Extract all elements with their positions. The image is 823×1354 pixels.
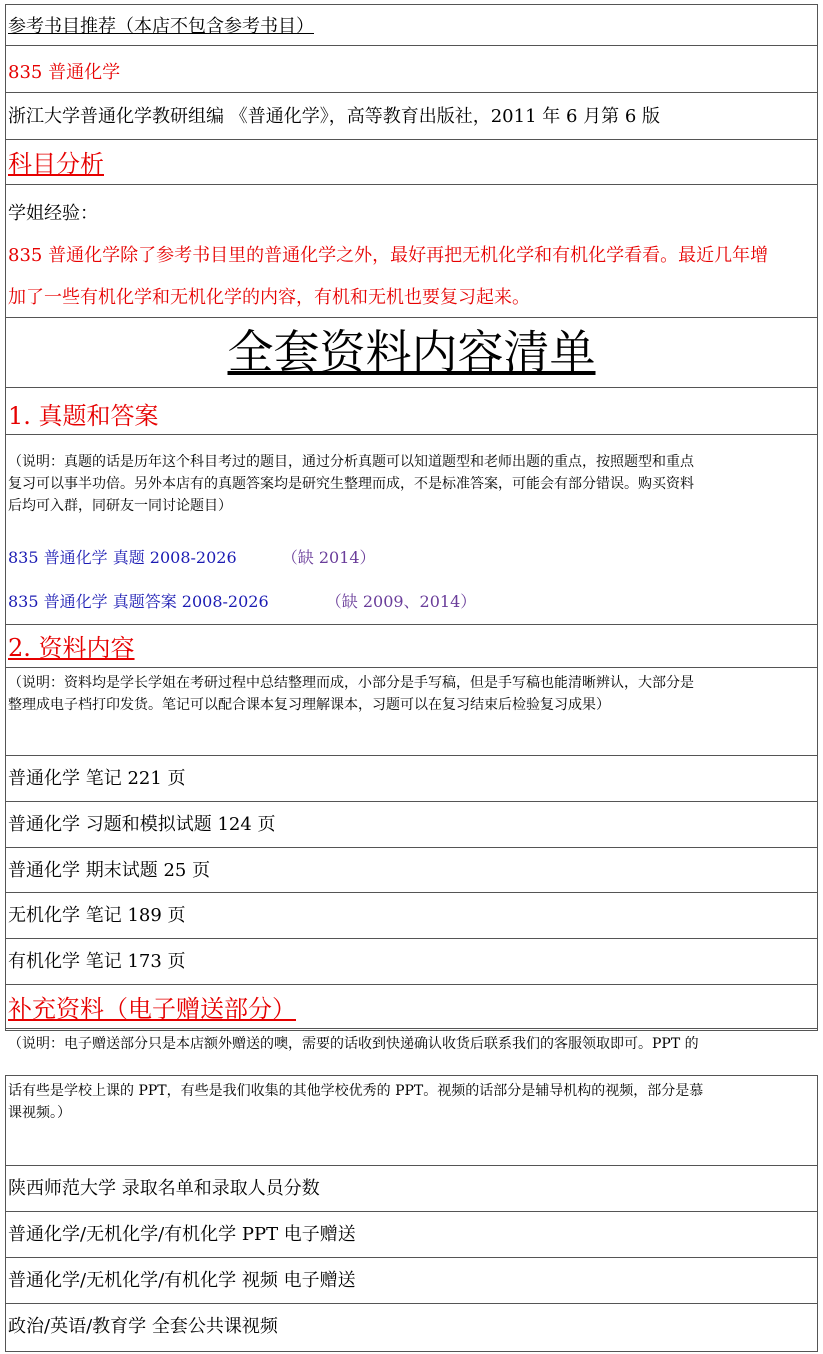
ref-book: 浙江大学普通化学教研组编 《普通化学》，高等教育出版社，2011 年 6 月第 6 版 (8, 106, 661, 127)
row-exam-papers (6, 435, 817, 625)
row-sec3-title (6, 985, 817, 1029)
bonus-item-4: 政治/英语/教育学 全套公共课视频 (8, 1316, 278, 1337)
exam-item-2-text: 835 普通化学 真题答案 2008-2026 (8, 592, 269, 611)
material-item-2: 普通化学 习题和模拟试题 124 页 (8, 814, 276, 835)
row-ref-header (6, 5, 817, 46)
sec2-title: 2. 资料内容 (8, 634, 135, 662)
bonus-item-1: 陕西师范大学 录取名单和录取人员分数 (8, 1178, 320, 1199)
sec1-note-line3: 后均可入群，同研友一同讨论题目） (8, 498, 232, 514)
sec3-title: 补充资料（电子赠送部分） (8, 995, 296, 1023)
row-subject-analysis (6, 140, 817, 185)
exam-item-2-missing: （缺 2009、2014） (325, 592, 477, 611)
sec3-note-line3: 课视频。） (8, 1105, 71, 1121)
bonus-row (6, 1212, 817, 1258)
row-course-code (6, 46, 817, 93)
sec2-note-line2: 整理成电子档打印发货。笔记可以配合课本复习理解课本，习题可以在复习结束后检验复习成果） (8, 697, 610, 713)
materials-table-page2 (5, 1075, 818, 1352)
senior-exp-line1: 835 普通化学除了参考书目里的普通化学之外，最好再把无机化学和有机化学看看。最近几年增 (8, 245, 769, 266)
material-item-4: 无机化学 笔记 189 页 (8, 905, 186, 926)
exam-item-1-text: 835 普通化学 真题 2008-2026 (8, 548, 237, 567)
row-sec3-note-cont (6, 1076, 817, 1166)
exam-item-1 (8, 547, 815, 569)
bonus-item-3: 普通化学/无机化学/有机化学 视频 电子赠送 (8, 1270, 356, 1291)
material-row (6, 848, 817, 893)
bonus-row (6, 1166, 817, 1212)
exam-item-1-missing: （缺 2014） (281, 548, 376, 567)
course-code: 835 普通化学 (8, 62, 121, 83)
row-sec2-title (6, 625, 817, 668)
senior-exp-label: 学姐经验： (8, 203, 98, 224)
sec3-note-line1: （说明：电子赠送部分只是本店额外赠送的噢，需要的话收到快递确认收货后联系我们的客服领取即可。PPT 的 (8, 1036, 699, 1052)
main-title: 全套资料内容清单 (227, 325, 596, 379)
material-item-1: 普通化学 笔记 221 页 (8, 768, 186, 789)
subject-analysis-heading: 科目分析 (8, 150, 104, 178)
sec3-note-line2: 话有些是学校上课的 PPT，有些是我们收集的其他学校优秀的 PPT。视频的话部分是辅导机构的视频，部分是慕 (8, 1083, 704, 1099)
material-item-5: 有机化学 笔记 173 页 (8, 951, 186, 972)
sec1-note-line2: 复习可以事半功倍。另外本店有的真题答案均是研究生整理而成，不是标准答案，可能会有部分错误。购买资料 (8, 476, 694, 492)
material-row (6, 756, 817, 802)
sec1-note-line1: （说明：真题的话是历年这个科目考过的题目，通过分析真题可以知道题型和老师出题的重点，按照题型和重点 (8, 454, 694, 470)
bonus-row (6, 1258, 817, 1304)
sec2-note-line1: （说明：资料均是学长学姐在考研过程中总结整理而成，小部分是手写稿，但是手写稿也能清晰辨认，大部分是 (8, 675, 694, 691)
bonus-item-2: 普通化学/无机化学/有机化学 PPT 电子赠送 (8, 1224, 356, 1245)
material-row (6, 939, 817, 985)
material-row (6, 802, 817, 848)
row-sec1-title (6, 388, 817, 435)
ref-header: 参考书目推荐（本店不包含参考书目） (8, 16, 314, 37)
exam-item-2 (8, 591, 815, 613)
row-ref-book (6, 93, 817, 140)
bonus-row (6, 1304, 817, 1351)
materials-table-page1 (5, 4, 818, 1031)
sec1-title: 1. 真题和答案 (8, 402, 159, 430)
row-sec3-note-start (6, 1029, 817, 1030)
row-main-title (6, 318, 817, 388)
senior-exp-line2: 加了一些有机化学和无机化学的内容，有机和无机也要复习起来。 (8, 287, 530, 308)
row-senior-experience (6, 185, 817, 318)
material-row (6, 893, 817, 939)
material-item-3: 普通化学 期末试题 25 页 (8, 860, 211, 881)
row-sec2-note (6, 668, 817, 756)
